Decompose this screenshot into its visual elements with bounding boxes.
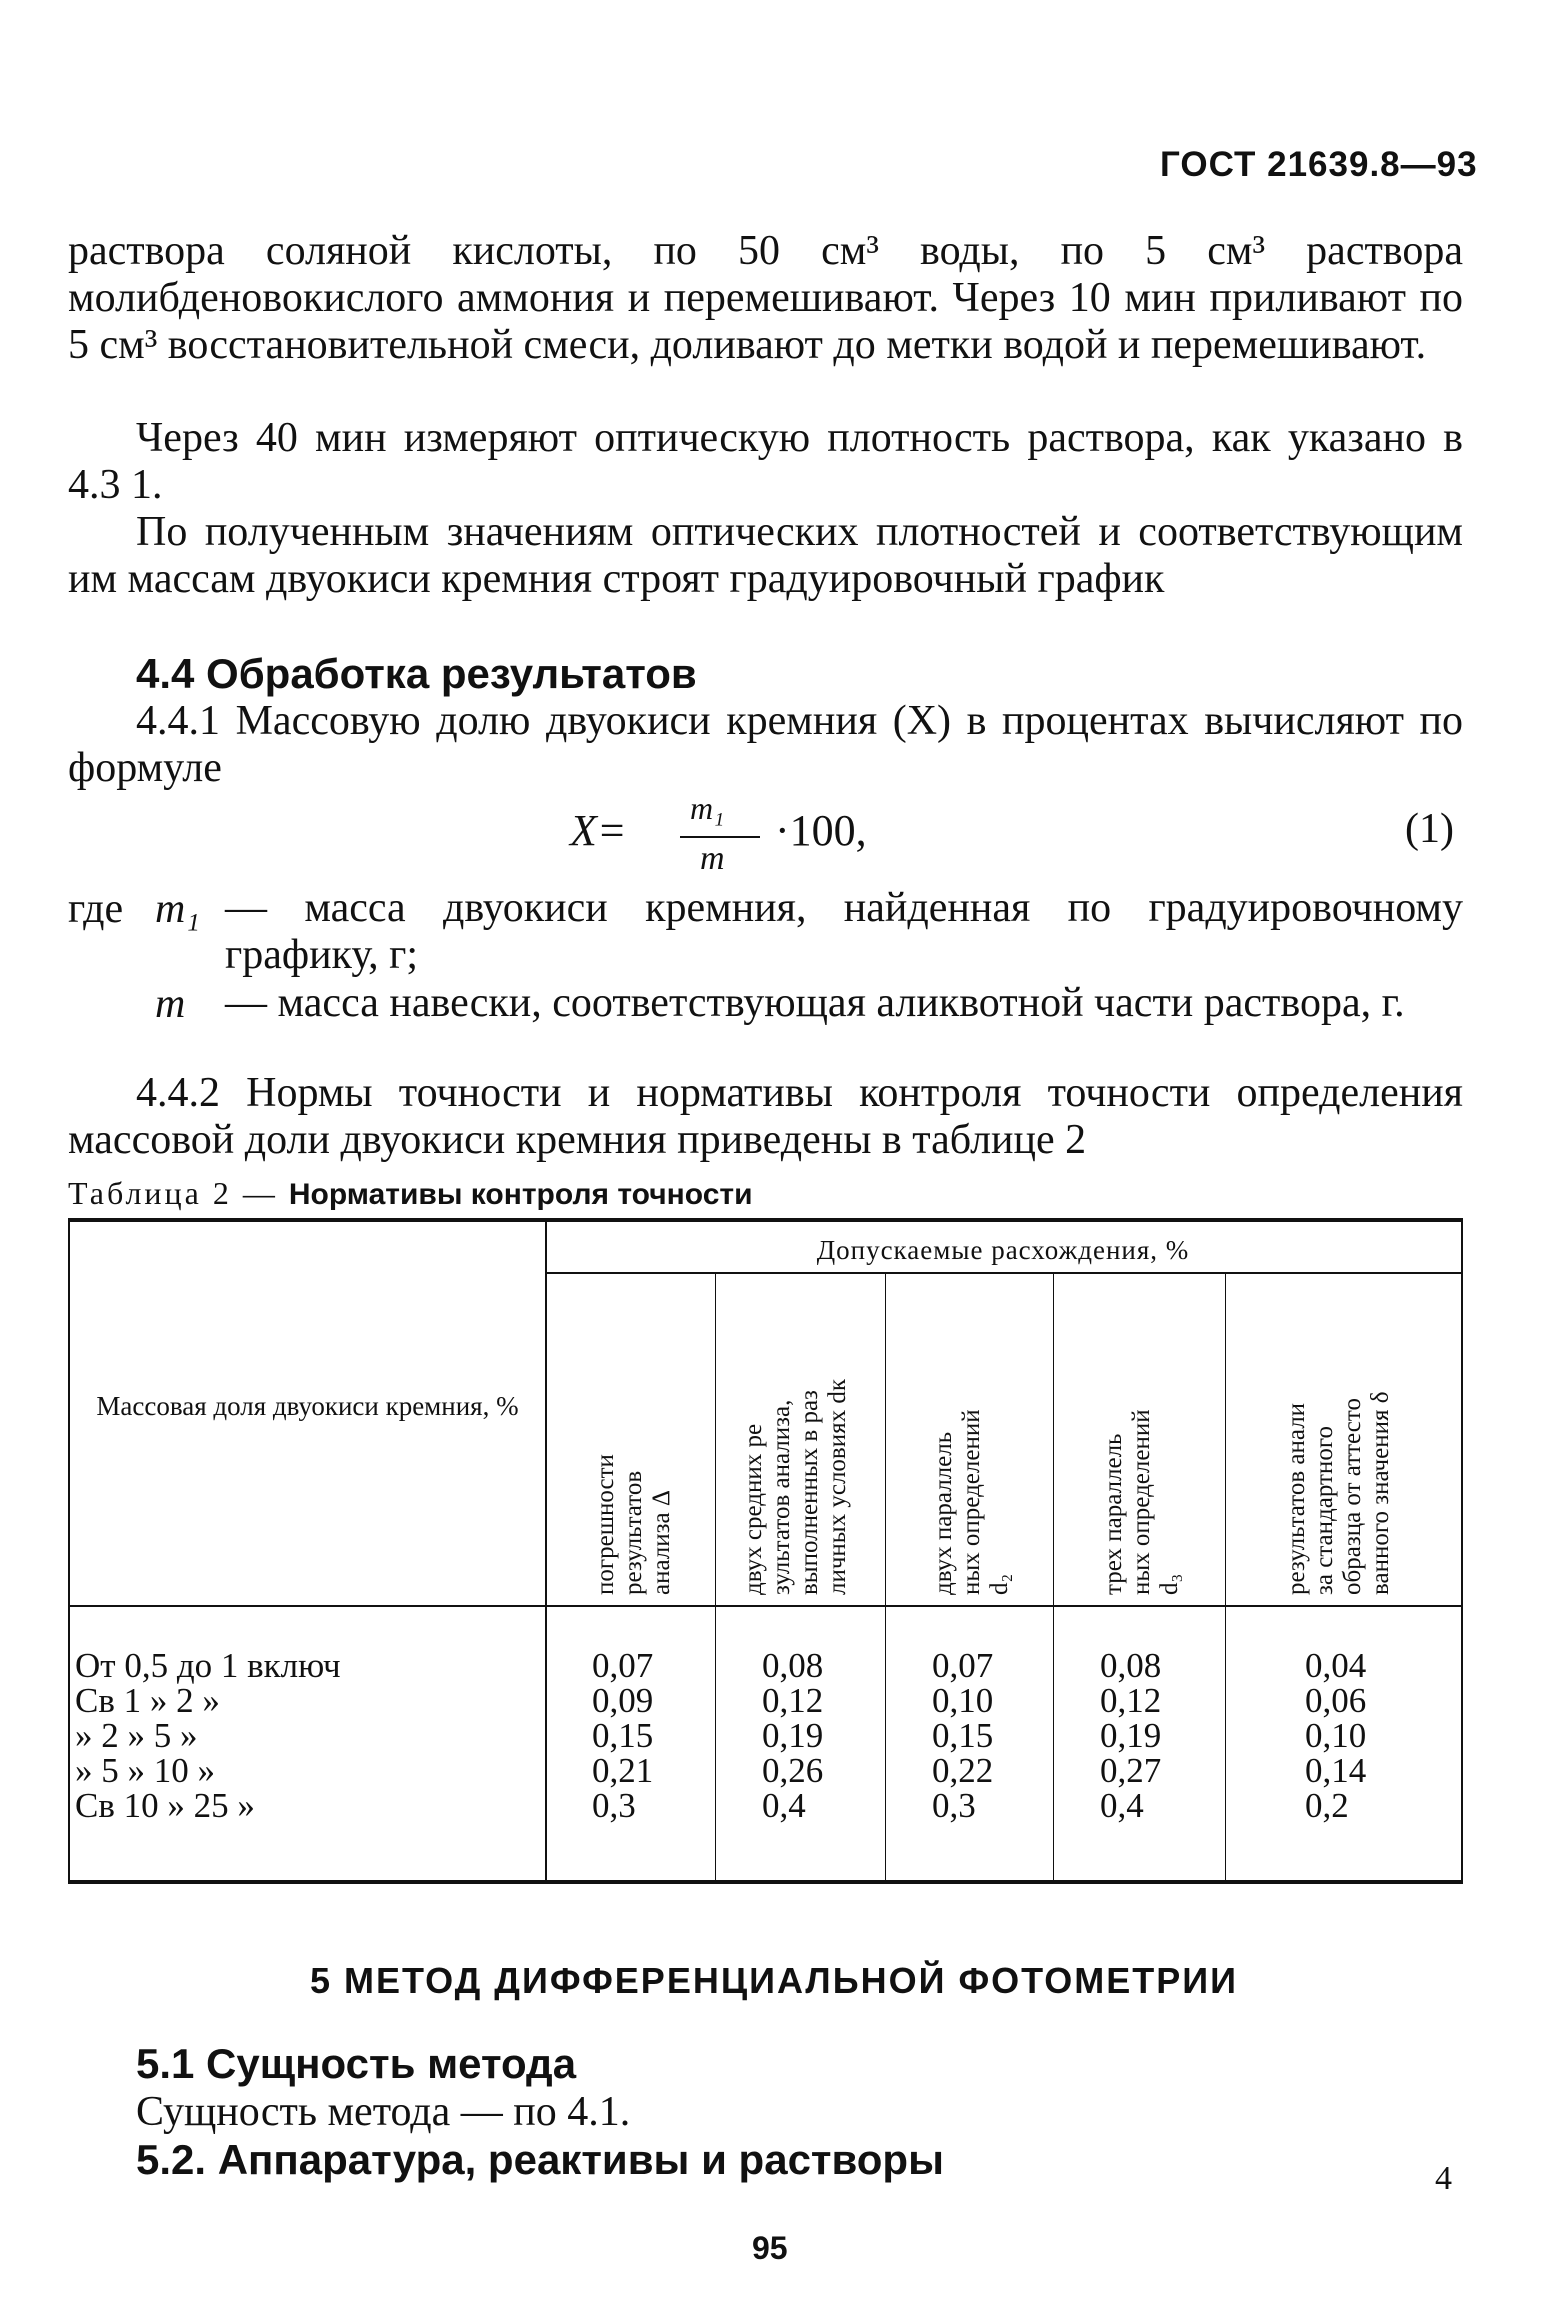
col-header-5-line-1: результатов анали xyxy=(1283,1402,1310,1595)
section-5-title: 5 МЕТОД ДИФФЕРЕНЦИАЛЬНОЙ ФОТОМЕТРИИ xyxy=(310,1960,1239,2001)
col-header-1-line-1: погрешности xyxy=(592,1454,619,1595)
col-header-2-line-2: зультатов анализа, xyxy=(768,1399,795,1595)
table-cell: 0,08 xyxy=(762,1646,824,1685)
table-row-range: От 0,5 до 1 включ xyxy=(75,1646,341,1685)
formula-lhs: X= xyxy=(570,806,627,855)
table-col-divider-4 xyxy=(1225,1272,1226,1883)
table-top-border xyxy=(68,1218,1463,1222)
col-header-5-line-3: образца от аттесто xyxy=(1339,1398,1366,1595)
table-cell: 0,14 xyxy=(1305,1751,1367,1790)
formula-multiplier: ·100, xyxy=(775,806,867,855)
table-cell: 0,27 xyxy=(1100,1751,1162,1790)
where-m-description: — масса навески, соответствующая аликвотной части раствора, г. xyxy=(225,980,1405,1026)
table-col-divider-2 xyxy=(885,1272,886,1883)
where-m-symbol: m xyxy=(155,981,186,1027)
table-cell: 0,12 xyxy=(762,1681,824,1720)
table-row-range: Св 1 » 2 » xyxy=(75,1681,220,1720)
table-cell: 0,22 xyxy=(932,1751,994,1790)
col-header-4-line-2: ных определений xyxy=(1128,1409,1155,1595)
table-bottom-border xyxy=(68,1880,1463,1884)
col-header-4 xyxy=(1100,1409,1184,1595)
table-cell: 0,19 xyxy=(1100,1716,1162,1755)
table-cell: 0,10 xyxy=(1305,1716,1367,1755)
table-header-bottom-line xyxy=(68,1605,1463,1607)
table-cell: 0,15 xyxy=(932,1716,994,1755)
table-cell: 0,15 xyxy=(592,1716,654,1755)
col-header-3-line-1: двух параллель xyxy=(930,1431,957,1595)
col-header-5 xyxy=(1283,1391,1395,1595)
col-header-2-line-4: личных условиях dк xyxy=(824,1378,851,1595)
formula-denominator: m xyxy=(700,840,725,877)
table-cell: 0,19 xyxy=(762,1716,824,1755)
col-header-1-line-3: анализа Δ xyxy=(648,1490,675,1595)
table-row-header: Массовая доля двуокиси кремния, % xyxy=(96,1391,519,1421)
table-cell: 0,09 xyxy=(592,1681,654,1720)
where-m1-description: — масса двуокиси кремния, найденная по градуировочному графику, г; xyxy=(225,885,1463,978)
col-header-2-line-3: выполненных в раз xyxy=(796,1390,823,1595)
table-right-border xyxy=(1461,1218,1463,1883)
col-header-4-line-1: трех параллель xyxy=(1100,1433,1127,1595)
formula-number: (1) xyxy=(1405,806,1454,852)
table-cell: 0,07 xyxy=(592,1646,654,1685)
table-col-divider-1 xyxy=(715,1272,716,1883)
section-heading-4-4-text: 4.4 Обработка результатов xyxy=(136,650,697,697)
table-cell: 0,04 xyxy=(1305,1646,1367,1685)
table-cell: 0,26 xyxy=(762,1751,824,1790)
table-cell: 0,06 xyxy=(1305,1681,1367,1720)
col-header-5-line-4: ванного значения δ xyxy=(1367,1391,1394,1595)
col-header-1 xyxy=(592,1454,676,1595)
section-5-1-heading-text: 5.1 Сущность метода xyxy=(136,2040,577,2087)
col-header-2 xyxy=(740,1379,852,1595)
table-cell: 0,07 xyxy=(932,1646,994,1685)
formula-fraction-bar xyxy=(680,836,760,838)
col-header-2-line-1: двух средних ре xyxy=(740,1423,767,1595)
table-caption xyxy=(68,1175,753,1212)
formula-numerator: m₁ xyxy=(690,790,725,826)
section-5-2-heading-text: 5.2. Аппаратура, реактивы и растворы xyxy=(136,2136,944,2183)
table-cell: 0,3 xyxy=(932,1786,976,1825)
col-header-5-line-2: за стандартного xyxy=(1311,1426,1338,1595)
section-5-2-heading xyxy=(136,2136,944,2185)
table-cell: 0,4 xyxy=(1100,1786,1144,1825)
table-cell: 0,4 xyxy=(762,1786,806,1825)
table-left-border xyxy=(68,1218,70,1883)
table-caption-prefix: Таблица 2 — xyxy=(68,1175,278,1211)
section-heading-4-4 xyxy=(136,650,1531,699)
col-header-1-line-2: результатов xyxy=(620,1470,647,1595)
table-group-header-line xyxy=(545,1272,1461,1274)
paragraph-measure: Через 40 мин измеряют оптическую плотность раствора, как указано в 4.3 1. xyxy=(68,415,1463,508)
table-cell: 0,08 xyxy=(1100,1646,1162,1685)
col-header-3-line-3: d₂ xyxy=(986,1573,1013,1595)
paragraph-4-4-1: 4.4.1 Массовую долю двуокиси кремния (X) в процентах вычисляют по формуле xyxy=(68,698,1463,791)
table-group-header: Допускаемые расхождения, % xyxy=(816,1235,1190,1265)
col-header-3-line-2: ных определений xyxy=(958,1409,985,1595)
table-row-range: » 2 » 5 » xyxy=(75,1716,198,1755)
table-cell: 0,3 xyxy=(592,1786,636,1825)
table-cell: 0,2 xyxy=(1305,1786,1349,1825)
table-row-range: Св 10 » 25 » xyxy=(75,1786,255,1825)
table-cell: 0,10 xyxy=(932,1681,994,1720)
table-divider-row-header xyxy=(545,1218,547,1883)
table-caption-title: Нормативы контроля точности xyxy=(288,1178,753,1211)
paragraph-4-4-2: 4.4.2 Нормы точности и нормативы контроля точности определения массовой доли двуокиси кремния приведены в таблице 2 xyxy=(68,1070,1463,1163)
where-m1-symbol: m₁ xyxy=(155,886,200,932)
paragraph-continuation: раствора соляной кислоты, по 50 см³ воды, по 5 см³ раствора молибденовокислого аммония и перемешивают. Через 10 мин приливают по 5 см³ восстановительной смеси, доливают до метки водой и перемешивают. xyxy=(68,228,1463,368)
table-cell: 0,21 xyxy=(592,1751,654,1790)
table-cell: 0,12 xyxy=(1100,1681,1162,1720)
corner-mark: 4 xyxy=(1435,2160,1452,2197)
col-header-3 xyxy=(930,1409,1014,1595)
section-5-1-heading xyxy=(136,2040,576,2089)
paragraph-calibration: По полученным значениям оптических плотностей и соответствующим им массам двуокиси кремния строят градуировочный график xyxy=(68,509,1463,602)
table-col-divider-3 xyxy=(1053,1272,1054,1883)
page-number: 95 xyxy=(752,2230,788,2266)
section-5-1-text: Сущность метода — по 4.1. xyxy=(136,2089,631,2135)
col-header-4-line-3: d₃ xyxy=(1156,1573,1183,1595)
document-code: ГОСТ 21639.8—93 xyxy=(1160,145,1478,184)
where-prefix: где xyxy=(68,886,124,932)
table-row-range: » 5 » 10 » xyxy=(75,1751,215,1790)
